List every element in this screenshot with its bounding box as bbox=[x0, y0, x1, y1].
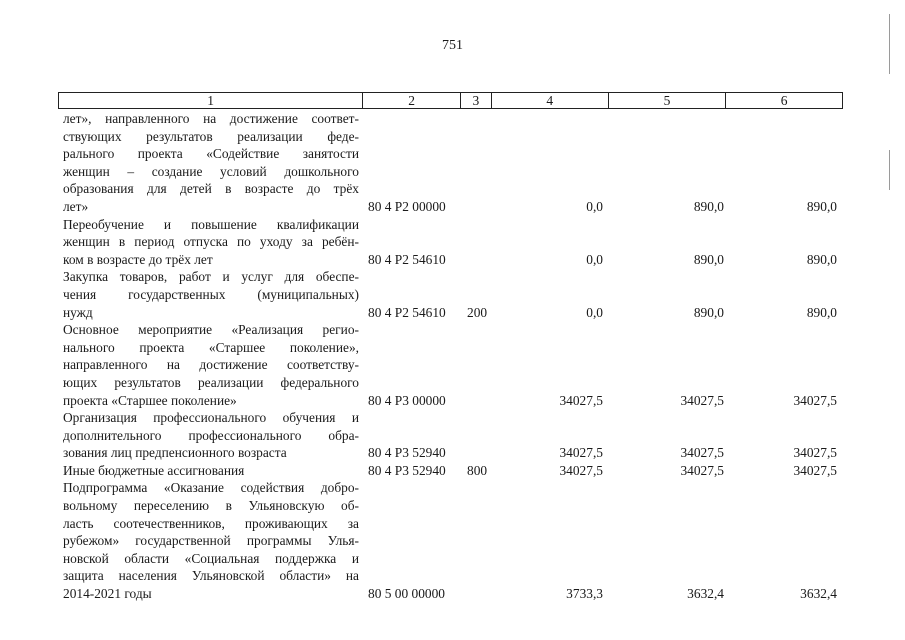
value-col-5: 34027,5 bbox=[680, 392, 724, 408]
value-col-5: 890,0 bbox=[693, 251, 724, 267]
value-col-4: 3733,3 bbox=[566, 586, 603, 602]
description-line: лет», направленного на достижение соответ- bbox=[63, 111, 359, 126]
scan-edge-mark bbox=[889, 14, 890, 74]
description-line: Иные бюджетные ассигнования bbox=[63, 462, 245, 478]
description-line: Организация профессионального обучения и bbox=[63, 410, 359, 426]
description-line: Подпрограмма «Оказание содействия добро- bbox=[63, 480, 359, 496]
value-col-4: 34027,5 bbox=[559, 462, 603, 478]
description-line: Основное мероприятие «Реализация регио- bbox=[63, 322, 359, 338]
page-number: 751 bbox=[442, 38, 463, 53]
header-col-5: 5 bbox=[609, 93, 727, 108]
description-line: направленного на достижение соответству- bbox=[63, 357, 359, 373]
value-col-5: 3632,4 bbox=[687, 586, 724, 602]
value-col-5: 890,0 bbox=[693, 304, 724, 320]
description-line: 2014-2021 годы bbox=[63, 586, 152, 602]
description-line: ющих результатов реализации федерального bbox=[63, 374, 359, 390]
target-article-code: 80 4 P3 00000 bbox=[368, 392, 446, 408]
value-col-6: 890,0 bbox=[806, 251, 837, 267]
value-col-5: 890,0 bbox=[693, 198, 724, 214]
value-col-6: 34027,5 bbox=[793, 462, 837, 478]
description-line: женщин – создание условий дошкольного bbox=[63, 163, 359, 179]
description-line: зования лиц предпенсионного возраста bbox=[63, 445, 287, 461]
value-col-5: 34027,5 bbox=[680, 445, 724, 461]
target-article-code: 80 4 P3 52940 bbox=[368, 445, 446, 461]
description-line: ком в возрасте до трёх лет bbox=[63, 251, 213, 267]
value-col-4: 34027,5 bbox=[559, 445, 603, 461]
description-line: Закупка товаров, работ и услуг для обеспе- bbox=[63, 269, 359, 285]
description-line: нального проекта «Старшее поколение», bbox=[63, 339, 359, 355]
table-body bbox=[0, 110, 905, 603]
scan-edge-mark bbox=[889, 150, 890, 190]
description-line: рубежом» государственной программы Улья- bbox=[63, 533, 359, 549]
header-col-6: 6 bbox=[780, 93, 788, 108]
description-line: защита населения Ульяновской области» на bbox=[63, 568, 359, 584]
value-col-6: 890,0 bbox=[806, 198, 837, 214]
expense-type-code: 800 bbox=[467, 462, 488, 478]
table-row bbox=[0, 216, 905, 269]
target-article-code: 80 5 00 00000 bbox=[368, 586, 445, 602]
row-description bbox=[63, 321, 359, 409]
description-line: Переобучение и повышение квалификации bbox=[63, 216, 359, 232]
description-line: дополнительного профессионального обра- bbox=[63, 427, 359, 443]
table-row bbox=[0, 462, 905, 480]
value-col-6: 34027,5 bbox=[793, 445, 837, 461]
expense-type-code: 200 bbox=[467, 304, 488, 320]
target-article-code: 80 4 P2 54610 bbox=[368, 304, 446, 320]
header-col-2: 2 bbox=[363, 93, 461, 108]
description-line: чения государственных (муниципальных) bbox=[63, 286, 359, 302]
value-col-4: 34027,5 bbox=[559, 392, 603, 408]
row-description bbox=[63, 462, 359, 480]
value-col-4: 0,0 bbox=[586, 198, 603, 214]
value-col-6: 3632,4 bbox=[800, 586, 837, 602]
value-col-6: 890,0 bbox=[806, 304, 837, 320]
table-row bbox=[0, 409, 905, 462]
description-line: женщин в период отпуска по уходу за ребён- bbox=[63, 234, 359, 250]
description-line: проекта «Старшее поколение» bbox=[63, 392, 237, 408]
table-row bbox=[0, 321, 905, 409]
row-description bbox=[63, 268, 359, 321]
row-description bbox=[63, 110, 359, 216]
row-description bbox=[63, 216, 359, 269]
description-line: нужд bbox=[63, 304, 93, 320]
value-col-6: 34027,5 bbox=[793, 392, 837, 408]
header-col-4: 4 bbox=[492, 93, 609, 108]
description-line: рального проекта «Содействие занятости bbox=[63, 146, 359, 162]
row-description bbox=[63, 409, 359, 462]
target-article-code: 80 4 P3 52940 bbox=[368, 462, 446, 478]
description-line: новской области «Социальная поддержка и bbox=[63, 550, 359, 566]
description-line: лет» bbox=[63, 198, 89, 214]
value-col-5: 34027,5 bbox=[680, 462, 724, 478]
row-description bbox=[63, 479, 359, 602]
header-col-3: 3 bbox=[461, 93, 492, 108]
description-line: ласть соотечественников, проживающих за bbox=[63, 515, 359, 531]
header-col-1: 1 bbox=[59, 93, 363, 108]
table-row bbox=[0, 479, 905, 602]
description-line: вольному переселению в Ульяновскую об- bbox=[63, 498, 359, 514]
table-header bbox=[58, 92, 843, 109]
target-article-code: 80 4 P2 00000 bbox=[368, 198, 446, 214]
description-line: ствующих результатов реализации феде- bbox=[63, 128, 359, 144]
value-col-4: 0,0 bbox=[586, 304, 603, 320]
description-line: образования для детей в возрасте до трёх bbox=[63, 181, 359, 197]
table-row bbox=[0, 268, 905, 321]
table-row bbox=[0, 110, 905, 216]
target-article-code: 80 4 P2 54610 bbox=[368, 251, 446, 267]
value-col-4: 0,0 bbox=[586, 251, 603, 267]
